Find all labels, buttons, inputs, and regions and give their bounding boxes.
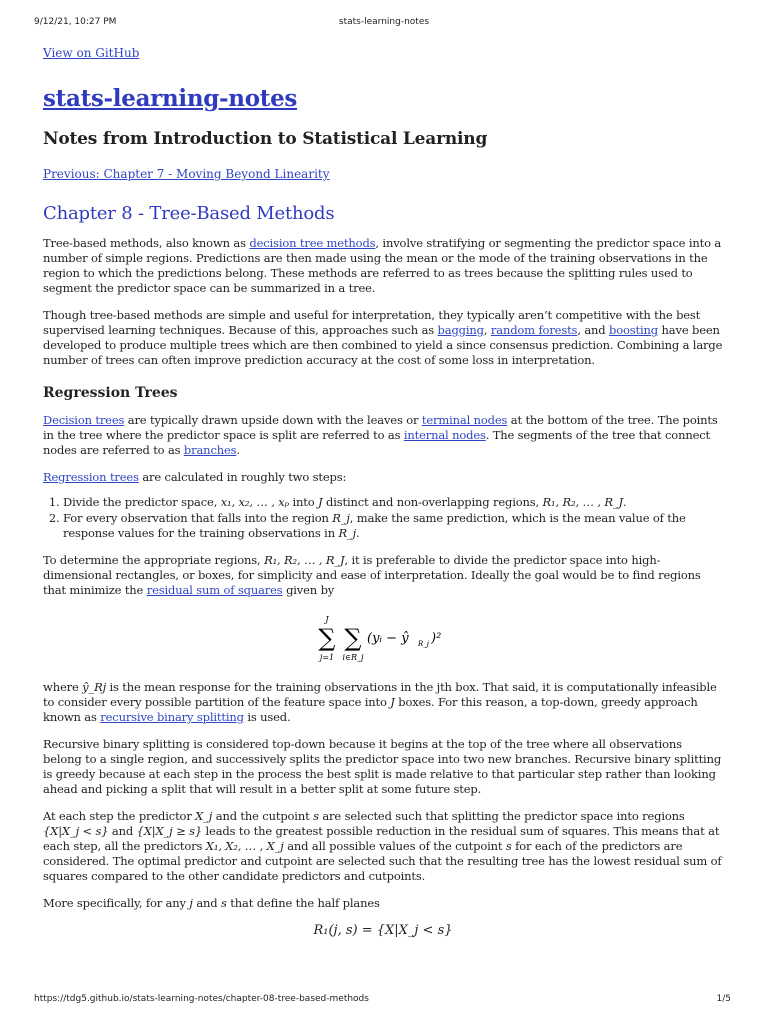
- rss-body: (yᵢ − ŷ: [367, 631, 409, 646]
- rss-subscript: R_j: [418, 640, 429, 648]
- site-title[interactable]: stats-learning-notes: [43, 85, 298, 112]
- rss-formula: [43, 612, 723, 668]
- intro-paragraph: Tree-based methods, also known as decision tree methods, involve stratifying or segmenting the predictor space into a number of simple regions. Predictions are then made using the mean or the mode of the training observations in the region to which the predictions belong. These methods are referred to as trees because the splitting rules used to segment the predictor space can be summarized in a tree.: [43, 236, 722, 295]
- internal-nodes-link[interactable]: internal nodes: [403, 428, 486, 442]
- half-plane-formula: R₁(j, s) = {X|X_j < s}: [313, 923, 453, 938]
- list-item: 2. For every observation that falls into the region R_j, make the same prediction, which is the mean value of the response values for the training observations in R_j.: [63, 511, 723, 541]
- print-footer: [0, 994, 768, 1008]
- regression-trees-heading: Regression Trees: [43, 385, 178, 401]
- competitiveness-paragraph: Though tree-based methods are simple and useful for interpretation, they typically aren’t competitive with the best supervised learning techniques. Because of this, approaches such as bagging, random forests, and boosting have been developed to produce multiple trees which are then combined to yield a since consensus prediction. Combining a large number of trees can often improve prediction accuracy at the cost of some loss in interpretation.: [43, 308, 723, 367]
- residual-sum-of-squares-link[interactable]: residual sum of squares: [146, 583, 283, 597]
- rss-formula-svg: [303, 612, 463, 668]
- decision-trees-link[interactable]: Decision trees: [43, 413, 125, 427]
- print-url: https://tdg5.github.io/stats-learning-notes/chapter-08-tree-based-methods: [34, 994, 369, 1004]
- recursive-binary-splitting-link[interactable]: recursive binary splitting: [100, 710, 244, 724]
- chapter-title: Chapter 8 - Tree-Based Methods: [43, 203, 335, 224]
- cutpoint-paragraph: At each step the predictor X_j and the cutpoint s are selected such that splitting the predictor space into regions {X|X_j < s} and {X|X_j ≥ s} leads to the greatest possible reduction in the residual sum of squares. This means that at each step, all the predictors X₁, X₂, … , X_j and all possible values of the cutpoint s for each of the predictors are considered. The optimal predictor and cutpoint are selected such that the resulting tree has the lowest residual sum of squares compared to the other candidate predictors and cutpoints.: [43, 809, 722, 883]
- rss-close: )²: [431, 631, 442, 646]
- regression-trees-link[interactable]: Regression trees: [43, 470, 139, 484]
- mean-response-paragraph: where ŷ_Rj is the mean response for the training observations in the jth box. That said, it is computationally infeasible to consider every possible partition of the feature space into J boxes. For this reason, a top-down, greedy approach known as recursive binary splitting is used.: [43, 680, 717, 724]
- bagging-link[interactable]: bagging: [437, 323, 484, 337]
- sum-symbol-inner: ∑: [344, 624, 362, 652]
- half-planes-paragraph: More specifically, for any j and s that define the half planes: [43, 896, 380, 910]
- regression-steps-list: [43, 495, 723, 541]
- terminal-nodes-link[interactable]: terminal nodes: [421, 413, 508, 427]
- decision-tree-methods-link[interactable]: decision tree methods: [249, 236, 376, 250]
- regions-paragraph: To determine the appropriate regions, R₁, R₂, … , R_J, it is preferable to divide the predictor space into high-dimensional rectangles, or boxes, for simplicity and ease of interpretation. Ideally the goal would be to find regions that minimize the residual sum of squares given by: [43, 553, 701, 597]
- print-tab-title: stats-learning-notes: [338, 17, 430, 27]
- print-page-number: 1/5: [716, 994, 731, 1004]
- site-tagline: Notes from Introduction to Statistical Learning: [43, 129, 488, 149]
- boosting-link[interactable]: boosting: [609, 323, 658, 337]
- previous-chapter-link[interactable]: Previous: Chapter 7 - Moving Beyond Linearity: [43, 167, 330, 181]
- list-item: 1. Divide the predictor space, x₁, x₂, … , xₚ into J distinct and non-overlapping regions, R₁, R₂, … , R_J.: [63, 495, 723, 510]
- sum-upper-limit: J: [325, 615, 329, 624]
- print-datetime: 9/12/21, 10:27 PM: [34, 17, 117, 27]
- sum-lower-limit-inner: i∈R_j: [342, 653, 364, 662]
- page-content: [43, 42, 723, 938]
- sum-lower-limit-outer: j=1: [319, 653, 335, 662]
- view-on-github-link[interactable]: View on GitHub: [43, 46, 140, 60]
- branches-link[interactable]: branches: [183, 443, 237, 457]
- print-header: [0, 17, 768, 31]
- regression-steps-intro: Regression trees are calculated in roughly two steps:: [43, 470, 347, 484]
- random-forests-link[interactable]: random forests: [490, 323, 578, 337]
- tree-terms-paragraph: Decision trees are typically drawn upside down with the leaves or terminal nodes at the bottom of the tree. The points in the tree where the predictor space is split are referred to as internal nodes. The segments of the tree that connect nodes are referred to as branches.: [43, 413, 718, 457]
- sum-symbol-outer: ∑: [318, 624, 336, 652]
- recursive-splitting-paragraph: Recursive binary splitting is considered top-down because it begins at the top of the tree where all observations belong to a single region, and successively splits the predictor space into two new branches. Recursive binary splitting is greedy because at each step in the process the best split is made relative to that particular step rather than looking ahead and picking a split that will result in a better split at some future step.: [43, 737, 722, 796]
